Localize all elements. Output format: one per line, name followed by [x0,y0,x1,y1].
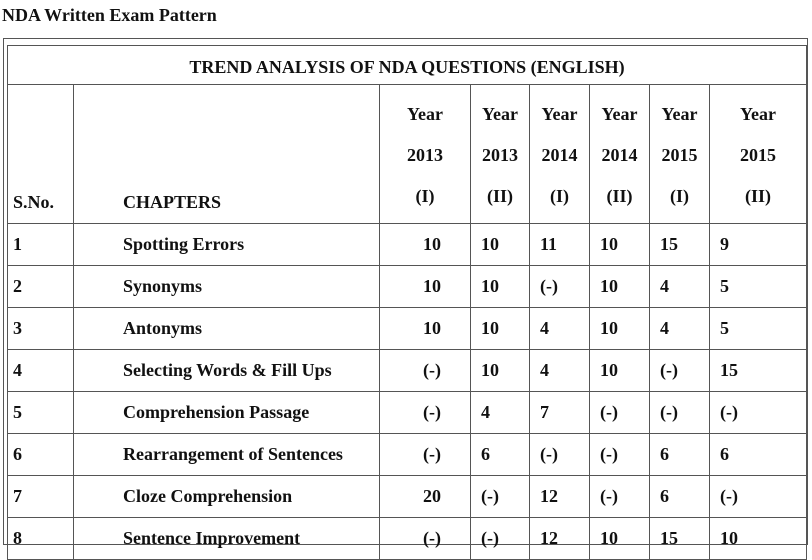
row-value: (-) [590,392,650,434]
row-value: (-) [471,518,530,560]
row-value: (-) [590,434,650,476]
row-value: 9 [710,224,807,266]
row-value: 10 [590,350,650,392]
row-sno: 8 [8,518,74,560]
year-header-year: 2014 [541,145,578,165]
row-value: (-) [530,434,590,476]
row-value: (-) [650,392,710,434]
year-header-part: (II) [487,186,513,206]
row-value: (-) [710,392,807,434]
table-title: TREND ANALYSIS OF NDA QUESTIONS (ENGLISH) [8,46,807,85]
year-header-year: 2013 [482,145,518,165]
row-value: 10 [380,224,471,266]
year-header-word: Year [601,104,638,124]
row-value: 12 [530,476,590,518]
row-sno: 2 [8,266,74,308]
row-value: 15 [710,350,807,392]
row-value: 15 [650,224,710,266]
row-value: 6 [471,434,530,476]
row-value: 15 [650,518,710,560]
row-value: 6 [650,476,710,518]
year-header-part: (II) [606,186,633,206]
row-value: (-) [380,350,471,392]
row-value: (-) [380,434,471,476]
row-value: 20 [380,476,471,518]
row-sno: 3 [8,308,74,350]
row-value: 10 [590,224,650,266]
row-value: 4 [650,308,710,350]
table-row [8,308,807,350]
year-header-word: Year [661,104,698,124]
row-value: 6 [710,434,807,476]
row-value: 11 [530,224,590,266]
row-value: (-) [530,266,590,308]
row-value: 10 [590,518,650,560]
row-sno: 4 [8,350,74,392]
year-header-year: 2014 [601,145,638,165]
row-value: (-) [590,476,650,518]
year-header-part: (I) [415,186,435,206]
sno-header: S.No. [8,85,74,224]
year-header-5 [650,85,710,224]
year-header-3 [530,85,590,224]
row-value: 10 [590,266,650,308]
year-header-word: Year [482,104,518,124]
year-header-word: Year [407,104,443,124]
table-row [8,434,807,476]
row-sno: 7 [8,476,74,518]
row-value: (-) [380,392,471,434]
row-value: 10 [590,308,650,350]
row-value: 7 [530,392,590,434]
table-row [8,518,807,560]
row-value: 10 [710,518,807,560]
row-value: 10 [471,224,530,266]
year-header-part: (I) [670,186,689,206]
table-row [8,266,807,308]
row-value: 10 [471,266,530,308]
row-value: 4 [650,266,710,308]
row-chapter: Synonyms [74,266,380,308]
row-value: 4 [530,350,590,392]
table-row [8,476,807,518]
row-chapter: Cloze Comprehension [74,476,380,518]
year-header-6 [710,85,807,224]
table-row [8,392,807,434]
table-row [8,350,807,392]
chapters-header: CHAPTERS [74,85,380,224]
row-value: 10 [471,350,530,392]
row-value: 12 [530,518,590,560]
row-value: 10 [380,266,471,308]
row-value: 4 [530,308,590,350]
row-value: (-) [471,476,530,518]
row-value: 6 [650,434,710,476]
year-header-year: 2015 [661,145,698,165]
row-value: 5 [710,266,807,308]
year-header-2 [471,85,530,224]
year-header-part: (I) [550,186,569,206]
row-chapter: Antonyms [74,308,380,350]
row-chapter: Selecting Words & Fill Ups [74,350,380,392]
row-value: (-) [710,476,807,518]
year-header-year: 2013 [407,145,443,165]
year-header-year: 2015 [740,145,777,165]
table-row [8,224,807,266]
row-value: (-) [380,518,471,560]
year-header-word: Year [740,104,776,124]
row-value: (-) [650,350,710,392]
year-header-1 [380,85,471,224]
row-sno: 6 [8,434,74,476]
year-header-part: (II) [745,186,772,206]
row-chapter: Rearrangement of Sentences [74,434,380,476]
trend-analysis-table [7,45,807,560]
page-heading: NDA Written Exam Pattern [2,5,217,25]
row-chapter: Sentence Improvement [74,518,380,560]
header-row [8,85,807,224]
row-sno: 1 [8,224,74,266]
row-value: 4 [471,392,530,434]
row-value: 10 [471,308,530,350]
row-value: 5 [710,308,807,350]
row-chapter: Comprehension Passage [74,392,380,434]
year-header-word: Year [541,104,578,124]
row-chapter: Spotting Errors [74,224,380,266]
row-sno: 5 [8,392,74,434]
row-value: 10 [380,308,471,350]
year-header-4 [590,85,650,224]
